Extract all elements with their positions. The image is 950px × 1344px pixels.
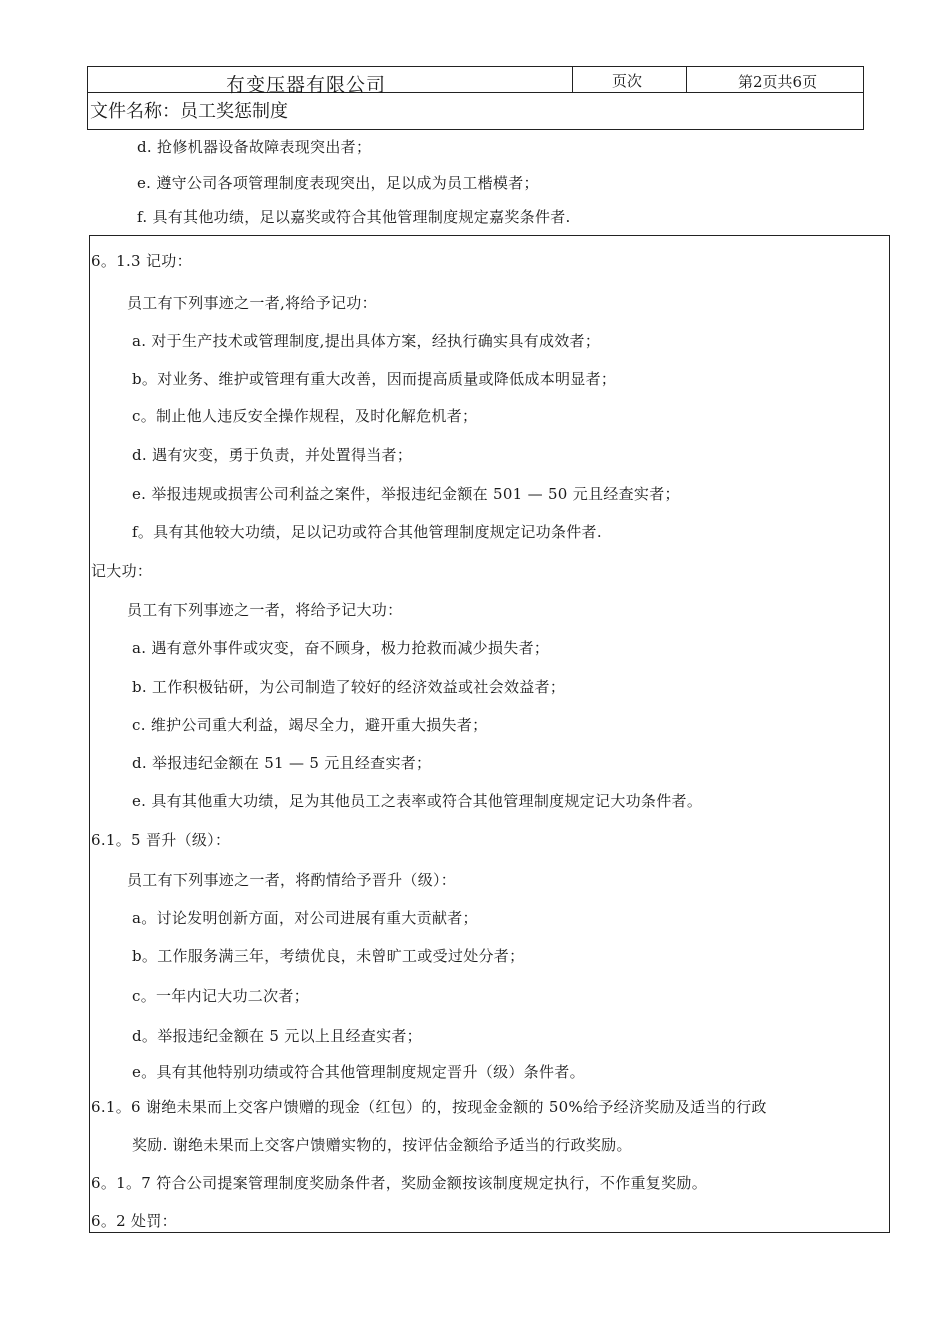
- page-label: 页次: [612, 72, 643, 90]
- section-intro: 员工有下列事迹之一者，将给予记大功：: [127, 601, 403, 619]
- list-item: e. 举报违规或损害公司利益之案件，举报违纪金额在 501 — 50 元且经查实者；: [132, 485, 680, 503]
- list-item: f。具有其他较大功绩，足以记功或符合其他管理制度规定记功条件者.: [132, 523, 602, 541]
- list-item: d。举报违纪金额在 5 元以上且经查实者；: [132, 1027, 422, 1045]
- list-item: c. 维护公司重大利益，竭尽全力，避开重大损失者；: [132, 716, 488, 734]
- list-item: b. 工作积极钻研，为公司制造了较好的经济效益或社会效益者；: [132, 678, 566, 696]
- list-item: c。一年内记大功二次者；: [132, 987, 310, 1005]
- list-item: b。对业务、维护或管理有重大改善，因而提高质量或降低成本明显者；: [132, 370, 617, 388]
- section-intro: 员工有下列事迹之一者，将酌情给予晋升（级）：: [127, 871, 457, 889]
- list-item: a. 对于生产技术或管理制度,提出具体方案，经执行确实具有成效者；: [132, 332, 601, 350]
- list-item: d. 抢修机器设备故障表现突出者；: [137, 138, 372, 156]
- list-item: a。讨论发明创新方面，对公司进展有重大贡献者；: [132, 909, 478, 927]
- section-6-1-7: 6。1。7 符合公司提案管理制度奖励条件者，奖励金额按该制度规定执行，不作重复奖励。: [91, 1174, 708, 1192]
- list-item: e。具有其他特别功绩或符合其他管理制度规定晋升（级）条件者。: [132, 1063, 585, 1081]
- page-number: 第2页共6页: [738, 73, 818, 91]
- section-title-6-1-3: 6。1.3 记功：: [91, 252, 192, 270]
- section-title-6-1-5: 6.1。5 晋升（级）：: [91, 831, 231, 849]
- list-item: b。工作服务满三年，考绩优良，未曾旷工或受过处分者；: [132, 947, 525, 965]
- section-6-1-6-line1: 6.1。6 谢绝未果而上交客户馈赠的现金（红包）的，按现金金额的 50%给予经济奖励及适当的行政: [91, 1098, 767, 1116]
- section-intro: 员工有下列事迹之一者,将给予记功：: [127, 294, 377, 312]
- list-item: a. 遇有意外事件或灾变，奋不顾身，极力抢救而减少损失者；: [132, 639, 550, 657]
- list-item: e. 具有其他重大功绩，足为其他员工之表率或符合其他管理制度规定记大功条件者。: [132, 792, 703, 810]
- list-item: c。制止他人违反安全操作规程，及时化解危机者；: [132, 407, 478, 425]
- section-title-6-2: 6。2 处罚：: [91, 1212, 177, 1230]
- header-divider: [572, 67, 573, 92]
- company-name: 𠕇变压器有限公司: [226, 74, 387, 96]
- list-item: e. 遵守公司各项管理制度表现突出，足以成为员工楷模者；: [137, 174, 539, 192]
- section-title-ji-da-gong: 记大功：: [91, 562, 153, 580]
- list-item: d. 举报违纪金额在 51 — 5 元且经查实者；: [132, 754, 432, 772]
- document-name: 文件名称：员工奖惩制度: [90, 101, 288, 122]
- section-6-1-6-line2: 奖励. 谢绝未果而上交客户馈赠实物的，按评估金额给予适当的行政奖励。: [132, 1136, 632, 1154]
- header-divider: [686, 67, 687, 92]
- list-item: d. 遇有灾变，勇于负责，并处置得当者；: [132, 446, 413, 464]
- list-item: f. 具有其他功绩，足以嘉奖或符合其他管理制度规定嘉奖条件者.: [137, 208, 571, 226]
